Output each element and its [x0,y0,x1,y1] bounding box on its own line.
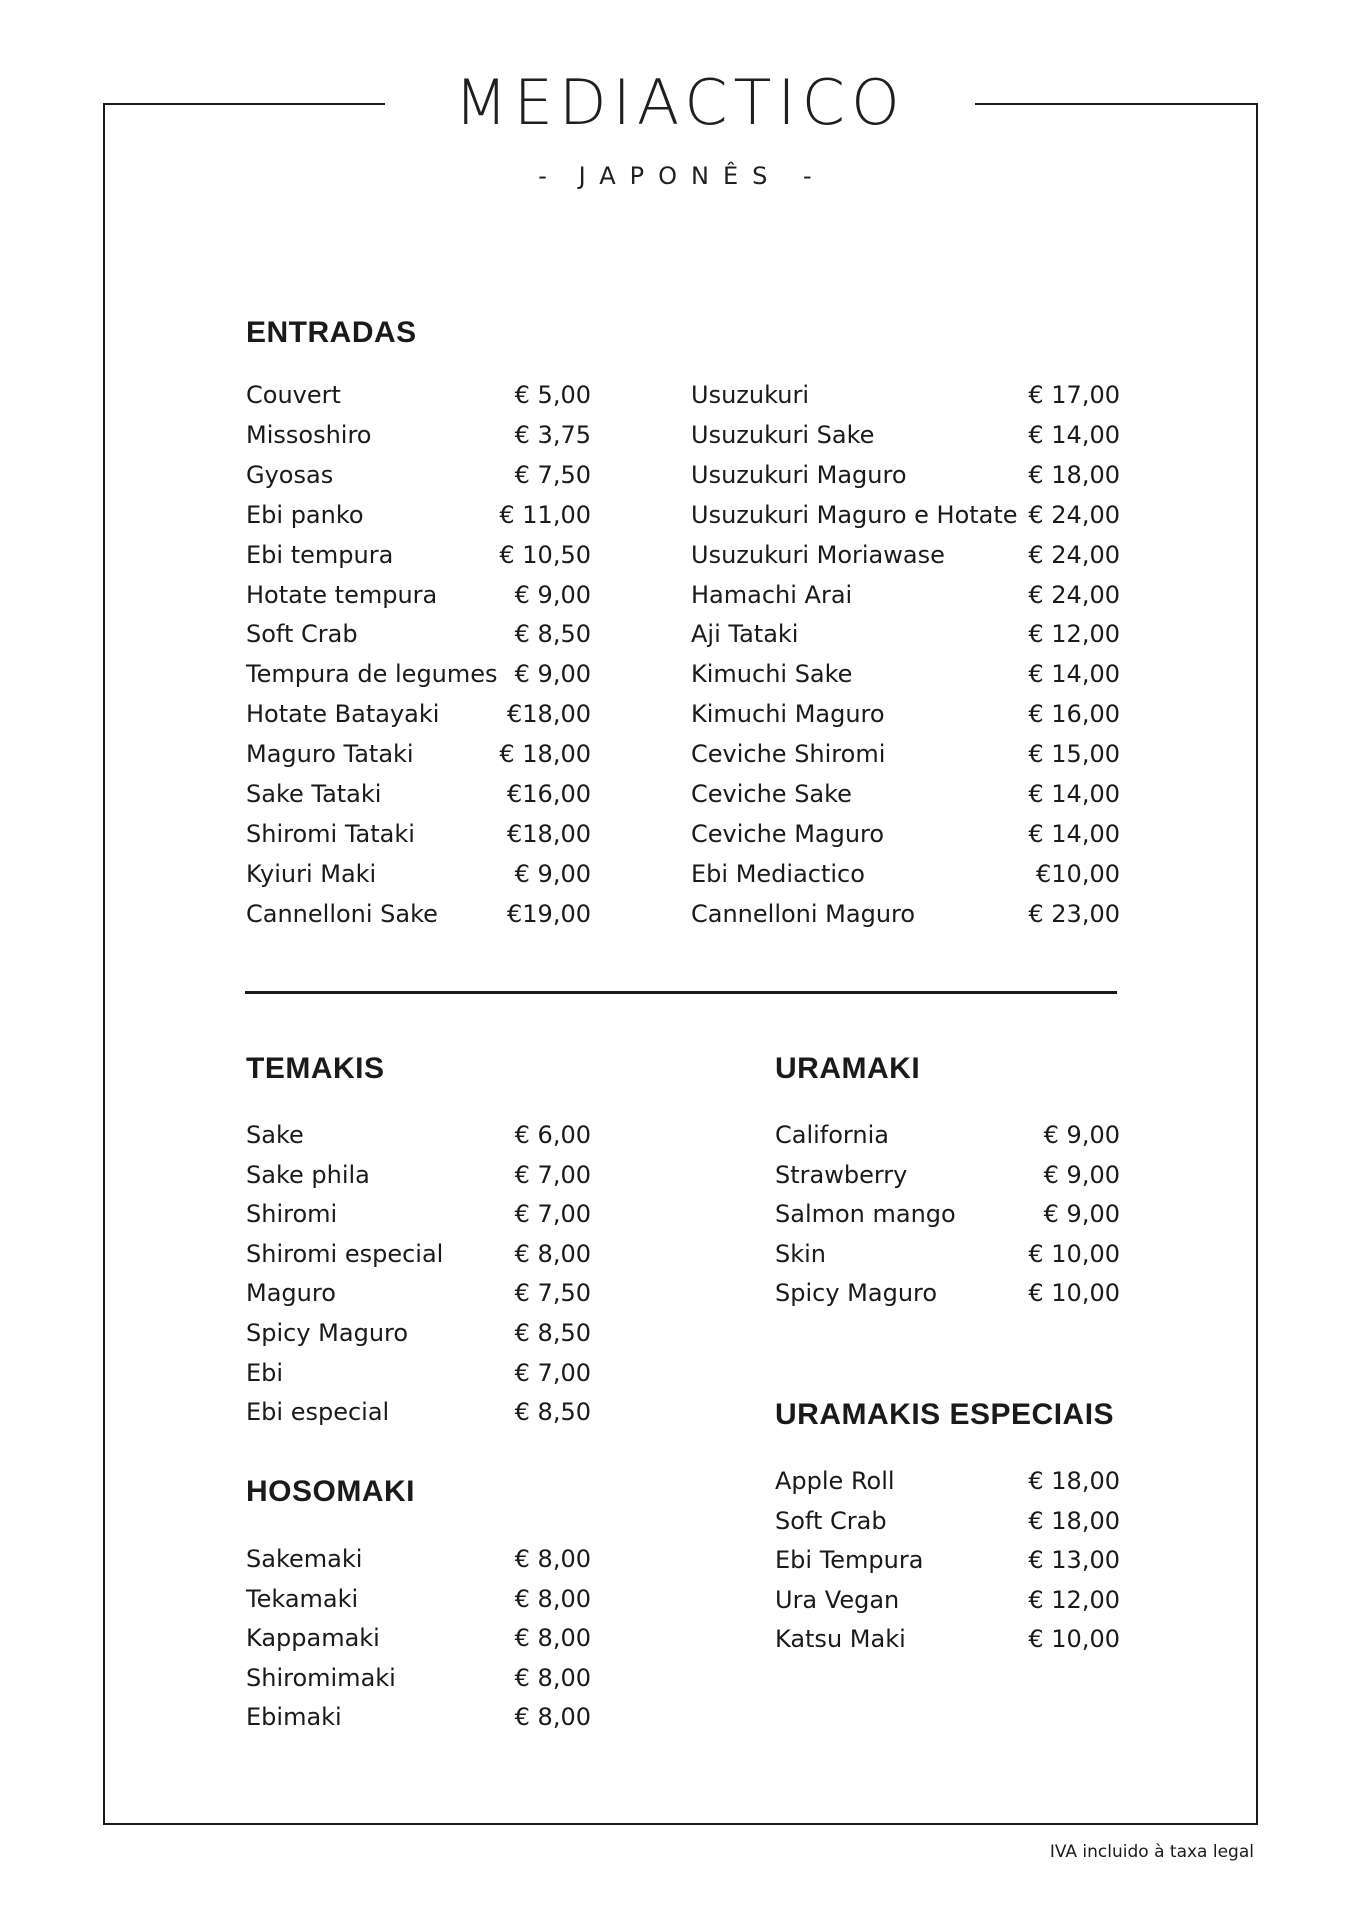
section-title-uramakis-especiais: URAMAKIS ESPECIAIS [775,1398,1115,1431]
menu-item [246,419,591,451]
menu-item-name: Hamachi Arai [691,581,853,609]
menu-item-name: Hotate tempura [246,581,438,609]
menu-item-name: Spicy Maguro [246,1319,409,1347]
menu-item-price: € 8,00 [514,1545,591,1573]
menu-item-price: € 24,00 [1028,581,1120,609]
menu-item [691,419,1120,451]
menu-item [775,1159,1120,1191]
menu-item [691,459,1120,491]
menu-item-name: California [775,1121,889,1149]
menu-item-price: € 10,00 [1028,1279,1120,1307]
menu-item-price: € 3,75 [514,421,591,449]
menu-item-name: Cannelloni Sake [246,900,438,928]
menu-item [246,459,591,491]
menu-item-price: € 9,00 [514,660,591,688]
menu-item [246,1622,591,1654]
menu-item-name: Ebi Mediactico [691,860,865,888]
menu-item [246,499,591,531]
menu-item-name: Shiromi [246,1200,338,1228]
menu-item [246,858,591,890]
menu-item-price: € 9,00 [1043,1121,1120,1149]
menu-item-name: Aji Tataki [691,620,799,648]
menu-item [246,738,591,770]
menu-item [691,539,1120,571]
menu-item-price: €10,00 [1036,860,1120,888]
menu-item [246,1396,591,1428]
menu-item-price: € 7,00 [514,1359,591,1387]
menu-item-price: € 14,00 [1028,421,1120,449]
menu-item-name: Couvert [246,381,341,409]
menu-item-price: € 10,00 [1028,1625,1120,1653]
menu-item-price: € 8,00 [514,1240,591,1268]
menu-item-price: € 10,50 [499,541,591,569]
menu-item [246,1543,591,1575]
menu-item-name: Kimuchi Maguro [691,700,885,728]
brand-subtitle [400,162,960,190]
menu-item [246,1238,591,1270]
menu-item-name: Ura Vegan [775,1586,900,1614]
menu-item-name: Kappamaki [246,1624,380,1652]
menu-item-price: € 7,00 [514,1161,591,1189]
menu-item-price: € 8,50 [514,1398,591,1426]
menu-item [246,1277,591,1309]
menu-item-name: Missoshiro [246,421,372,449]
menu-item-name: Shiromi Tataki [246,820,415,848]
menu-item [246,898,591,930]
menu-item [775,1584,1120,1616]
menu-item-name: Strawberry [775,1161,908,1189]
menu-item [775,1544,1120,1576]
menu-item-price: € 8,50 [514,620,591,648]
menu-item-name: Ebi especial [246,1398,390,1426]
menu-item-name: Sake phila [246,1161,370,1189]
menu-item-name: Maguro Tataki [246,740,414,768]
menu-item-price: € 9,00 [1043,1161,1120,1189]
menu-item [691,738,1120,770]
menu-item-price: € 9,00 [1043,1200,1120,1228]
menu-item-name: Tekamaki [246,1585,359,1613]
menu-item-name: Usuzukuri Maguro e Hotate [691,501,1018,529]
menu-item-name: Ebimaki [246,1703,342,1731]
section-title-temakis: TEMAKIS [246,1052,385,1085]
menu-item-price: €18,00 [507,820,591,848]
menu-item-price: € 10,00 [1028,1240,1120,1268]
menu-item-price: € 14,00 [1028,660,1120,688]
menu-item-price: € 8,00 [514,1585,591,1613]
menu-item-price: €18,00 [507,700,591,728]
subtitle-dash-left: - [538,162,557,190]
menu-item [691,858,1120,890]
menu-item-name: Ebi Tempura [775,1546,924,1574]
menu-item-price: € 24,00 [1028,501,1120,529]
menu-item-price: €19,00 [507,900,591,928]
menu-item-price: € 8,00 [514,1703,591,1731]
menu-item [246,1119,591,1151]
menu-item-price: € 7,50 [514,461,591,489]
menu-item-name: Ceviche Shiromi [691,740,886,768]
subtitle-dash-right: - [803,162,822,190]
menu-item-name: Salmon mango [775,1200,956,1228]
menu-item-price: € 14,00 [1028,780,1120,808]
menu-item [246,618,591,650]
menu-item [246,1159,591,1191]
menu-item [691,579,1120,611]
menu-item-price: € 14,00 [1028,820,1120,848]
menu-item-name: Apple Roll [775,1467,895,1495]
menu-item [691,379,1120,411]
menu-item-name: Kyiuri Maki [246,860,377,888]
menu-item-price: € 9,00 [514,581,591,609]
menu-item [775,1505,1120,1537]
menu-item-price: € 18,00 [499,740,591,768]
menu-item [246,1317,591,1349]
menu-item-name: Shiromimaki [246,1664,396,1692]
menu-item-name: Usuzukuri Moriawase [691,541,945,569]
menu-item-name: Soft Crab [775,1507,887,1535]
menu-item [691,778,1120,810]
menu-item-price: € 12,00 [1028,1586,1120,1614]
menu-item-name: Ebi panko [246,501,364,529]
menu-item-name: Katsu Maki [775,1625,906,1653]
menu-item [775,1465,1120,1497]
menu-item-name: Ceviche Maguro [691,820,885,848]
menu-item [246,539,591,571]
menu-item-price: € 7,00 [514,1200,591,1228]
menu-item-price: € 8,00 [514,1624,591,1652]
section-title-entradas: ENTRADAS [246,316,417,349]
menu-item-name: Usuzukuri Sake [691,421,875,449]
menu-item-price: € 11,00 [499,501,591,529]
menu-item-price: € 7,50 [514,1279,591,1307]
menu-item-price: € 16,00 [1028,700,1120,728]
menu-item [775,1277,1120,1309]
menu-item [691,818,1120,850]
menu-item [691,618,1120,650]
menu-item-price: € 17,00 [1028,381,1120,409]
menu-item-name: Spicy Maguro [775,1279,938,1307]
menu-item-name: Ebi [246,1359,284,1387]
section-divider [245,991,1117,994]
menu-item-name: Usuzukuri Maguro [691,461,907,489]
menu-item-price: € 5,00 [514,381,591,409]
menu-item-name: Gyosas [246,461,334,489]
menu-item-name: Ceviche Sake [691,780,852,808]
menu-item-name: Sake [246,1121,304,1149]
menu-item-name: Ebi tempura [246,541,394,569]
menu-item-price: € 24,00 [1028,541,1120,569]
menu-item-price: €16,00 [507,780,591,808]
menu-item-name: Tempura de legumes [246,660,498,688]
menu-item [246,778,591,810]
menu-item [691,898,1120,930]
menu-item [246,698,591,730]
menu-item-price: € 12,00 [1028,620,1120,648]
menu-item [775,1198,1120,1230]
menu-item-price: € 18,00 [1028,1467,1120,1495]
menu-item-name: Cannelloni Maguro [691,900,916,928]
menu-item-price: € 9,00 [514,860,591,888]
menu-item-price: € 15,00 [1028,740,1120,768]
menu-item [775,1119,1120,1151]
menu-item-name: Hotate Batayaki [246,700,440,728]
menu-item-price: € 18,00 [1028,461,1120,489]
menu-item-name: Shiromi especial [246,1240,444,1268]
menu-item [246,579,591,611]
section-title-uramaki: URAMAKI [775,1052,921,1085]
menu-item-name: Sakemaki [246,1545,363,1573]
menu-item-name: Kimuchi Sake [691,660,853,688]
menu-item [691,658,1120,690]
menu-item-price: € 13,00 [1028,1546,1120,1574]
menu-item [775,1623,1120,1655]
section-title-hosomaki: HOSOMAKI [246,1475,415,1508]
menu-item [246,1583,591,1615]
menu-item [691,499,1120,531]
menu-item [775,1238,1120,1270]
menu-item-price: € 8,50 [514,1319,591,1347]
footer-note: IVA incluido à taxa legal [1049,1842,1254,1862]
menu-item [246,1198,591,1230]
menu-item [691,698,1120,730]
menu-item-name: Skin [775,1240,827,1268]
brand-logo: MEDIACTICO [454,66,906,139]
menu-item [246,818,591,850]
menu-item-name: Maguro [246,1279,336,1307]
menu-item-price: € 6,00 [514,1121,591,1149]
menu-item-name: Usuzukuri [691,381,809,409]
menu-item-name: Sake Tataki [246,780,382,808]
menu-item-name: Soft Crab [246,620,358,648]
menu-item-price: € 8,00 [514,1664,591,1692]
menu-item [246,658,591,690]
subtitle-text: JAPONÊS [578,162,782,190]
menu-item [246,1662,591,1694]
menu-item [246,1701,591,1733]
menu-item-price: € 18,00 [1028,1507,1120,1535]
menu-item-price: € 23,00 [1028,900,1120,928]
menu-item [246,379,591,411]
menu-item [246,1357,591,1389]
